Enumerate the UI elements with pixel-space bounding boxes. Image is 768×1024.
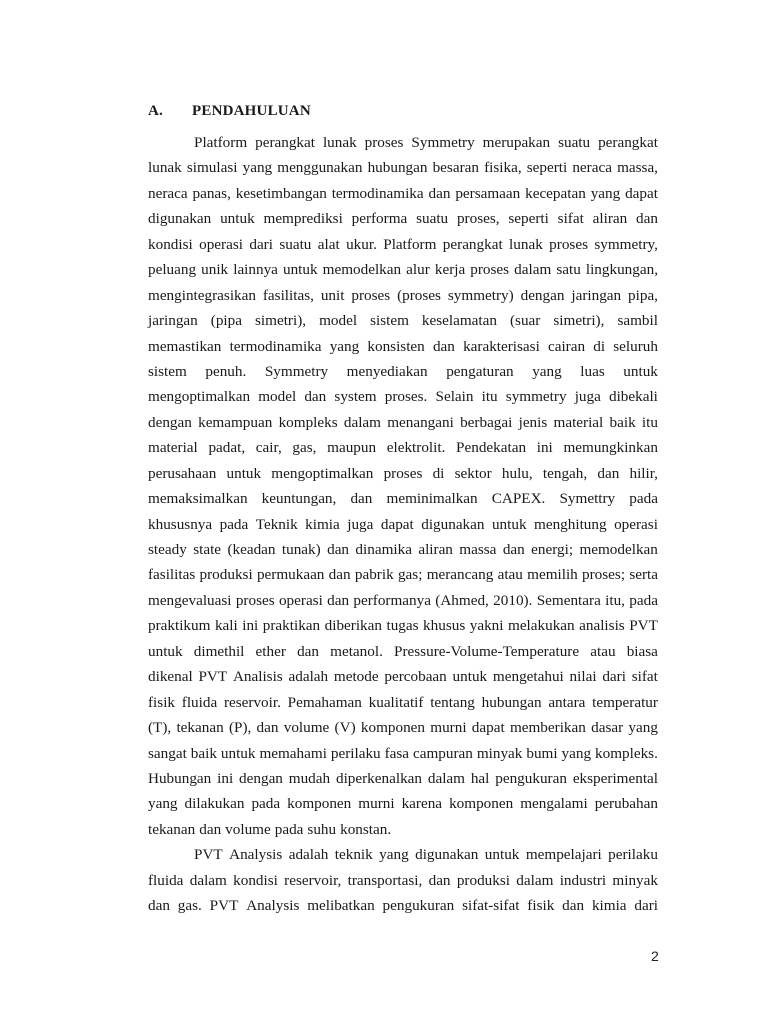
text-line: steady state (keadan tunak) dan dinamika aliran massa dan energi; memodelkan <box>148 541 658 558</box>
body-text <box>148 130 658 919</box>
text-line: kondisi operasi dari suatu alat ukur. Platform perangkat lunak proses symmetry, <box>148 235 658 253</box>
page-number: 2 <box>651 948 659 964</box>
text-line: untuk dimethil ether dan metanol. Pressure-Volume-Temperature atau biasa <box>148 642 658 660</box>
text-line: sangat baik untuk memahami perilaku fasa campuran minyak bumi yang kompleks. <box>148 744 658 762</box>
text-line: fasilitas produksi permukaan dan pabrik gas; merancang atau memilih proses; serta <box>148 566 658 584</box>
text-line: digunakan untuk memprediksi performa suatu proses, seperti sifat aliran dan <box>148 210 658 228</box>
text-line: dikenal PVT Analisis adalah metode percobaan untuk mengetahui nilai dari sifat <box>148 668 658 686</box>
text-line: lunak simulasi yang menggunakan hubungan besaran fisika, seperti neraca massa, <box>148 159 658 177</box>
text-line: khususnya pada Teknik kimia juga dapat digunakan untuk menghitung operasi <box>148 515 658 533</box>
text-line: mengevaluasi proses operasi dan performanya (Ahmed, 2010). Sementara itu, pada <box>148 591 658 609</box>
section-heading <box>148 103 311 120</box>
text-line: neraca panas, kesetimbangan termodinamika dan persamaan kecepatan yang dapat <box>148 184 658 202</box>
paragraph <box>148 842 658 918</box>
section-title: PENDAHULUAN <box>192 103 311 119</box>
text-line: memastikan termodinamika yang konsisten dan karakterisasi cairan di seluruh <box>148 337 658 355</box>
text-line: jaringan (pipa simetri), model sistem keselamatan (suar simetri), sambil <box>148 312 658 330</box>
text-line: sistem penuh. Symmetry menyediakan pengaturan yang luas untuk <box>148 362 658 380</box>
text-line: material padat, cair, gas, maupun elektrolit. Pendekatan ini memungkinkan <box>148 439 658 457</box>
text-line: yang dilakukan pada komponen murni karena komponen mengalami perubahan <box>148 795 658 813</box>
text-line: (T), tekanan (P), dan volume (V) komponen murni dapat memberikan dasar yang <box>148 719 658 737</box>
text-line: perusahaan untuk mengoptimalkan proses di sektor hulu, tengah, dan hilir, <box>148 464 658 482</box>
paragraph <box>148 130 658 842</box>
text-line: PVT Analysis adalah teknik yang digunakan untuk mempelajari perilaku <box>194 846 658 864</box>
text-line: fisik fluida reservoir. Pemahaman kualitatif tentang hubungan antara temperatur <box>148 693 658 711</box>
text-line: mengintegrasikan fasilitas, unit proses (proses symmetry) dengan jaringan pipa, <box>148 286 658 304</box>
text-line: fluida dalam kondisi reservoir, transportasi, dan produksi dalam industri minyak <box>148 871 658 889</box>
text-line: Platform perangkat lunak proses Symmetry merupakan suatu perangkat <box>194 134 658 151</box>
text-line: praktikum kali ini praktikan diberikan tugas khusus yakni melakukan analisis PVT <box>148 617 658 635</box>
text-line: tekanan dan volume pada suhu konstan. <box>148 820 392 838</box>
text-line: dan gas. PVT Analysis melibatkan pengukuran sifat-sifat fisik dan kimia dari <box>148 897 658 915</box>
section-number: A. <box>148 103 163 119</box>
text-line: dengan kemampuan kompleks dalam menangani berbagai jenis material baik itu <box>148 413 658 431</box>
text-line: mengoptimalkan model dan system proses. Selain itu symmetry juga dibekali <box>148 388 658 406</box>
text-line: peluang unik lainnya untuk memodelkan alur kerja proses dalam satu lingkungan, <box>148 261 658 279</box>
text-line: memaksimalkan keuntungan, dan meminimalkan CAPEX. Symettry pada <box>148 490 658 508</box>
text-line: Hubungan ini dengan mudah diperkenalkan dalam hal pengukuran eksperimental <box>148 769 658 787</box>
